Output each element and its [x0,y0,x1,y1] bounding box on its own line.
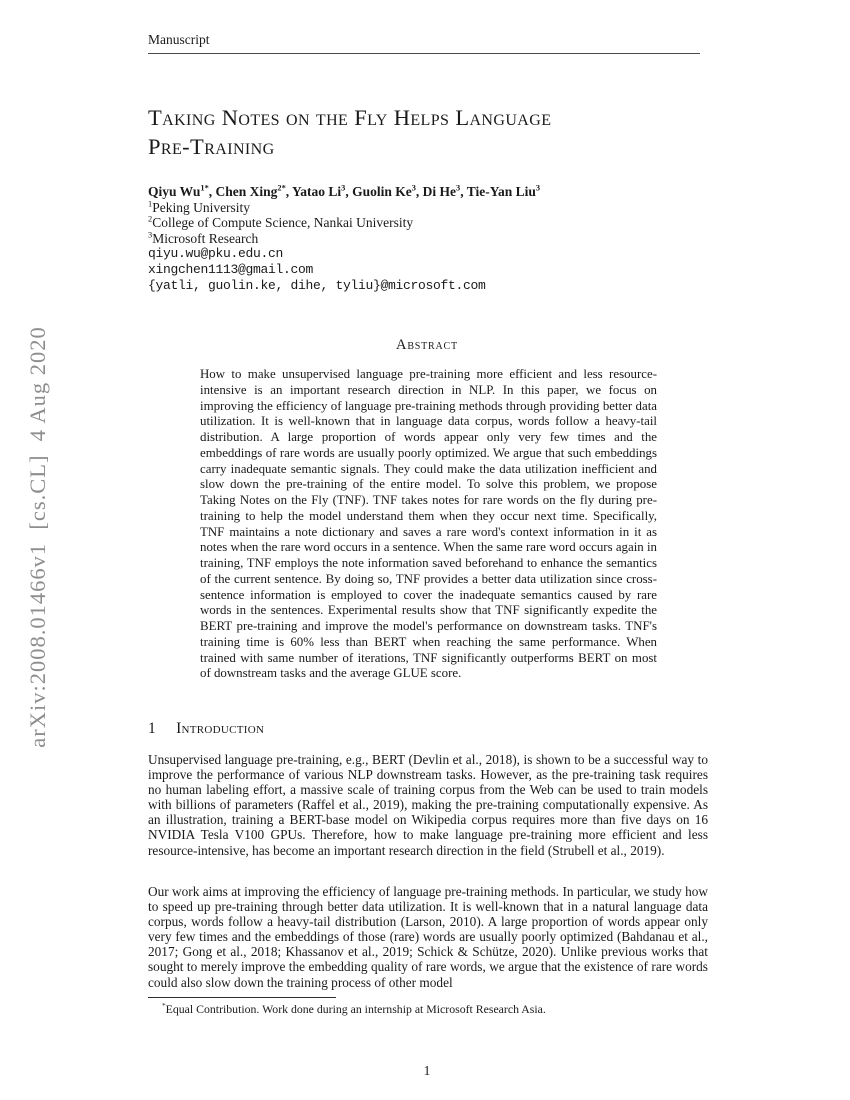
affiliation-marker: 1 [148,199,153,209]
author [216,184,293,199]
intro-paragraph-2: Our work aims at improving the efficiency of language pre-training methods. In particular, we study how to speed up pre-training through better data utilization. It is well-known that in a natural language data corpus, words follow a heavy-tail distribution (Larson, 2010). A large proportion of words appear only very few times and the embeddings of those (rare) words are usually poorly optimized (Bahdanau et al., 2017; Gong et al., 2018; Khassanov et al., 2019; Schick & Schütze, 2020). Unlike previous works that sought to merely improve the embedding quality of rare words, we argue that the existence of rare words could also slow down the training process of other model [148,884,708,990]
footnote-rule [148,997,336,998]
email-address: xingchen1113@gmail.com [148,262,314,278]
arxiv-watermark: arXiv:2008.01466v1 [cs.CL] 4 Aug 2020 [25,326,50,748]
email-address: {yatli, guolin.ke, dihe, tyliu}@microsoft.com [148,278,486,294]
author-name: Qiyu Wu [148,184,201,199]
paper-title [148,103,718,161]
paper-title-line-2: Pre-Training [148,134,275,159]
page-number: 1 [423,1063,431,1078]
author-separator: , [345,184,353,199]
intro-paragraph-1: Unsupervised language pre-training, e.g., BERT (Devlin et al., 2018), is shown to be a successful way to improve the performance of various NLP downstream tasks. However, as the pre-training task requires no human labeling effort, a massive scale of training corpus from the Web can be used to train models with billions of parameters (Raffel et al., 2019), making the pre-training computationally expensive. As an illustration, training a BERT-base model on Wikipedia corpus requires more than five days on 16 NVIDIA Tesla V100 GPUs. Therefore, how to make language pre-training more efficient and less resource-intensive, has become an important research direction in the field (Strubell et al., 2019). [148,752,708,858]
author [352,184,423,199]
abstract-body: How to make unsupervised language pre-training more efficient and less resource-intensive is an important research direction in NLP. In this paper, we focus on improving the efficiency of language pre-training methods through providing better data utilization. It is well-known that in language data corpus, words follow a heavy-tail distribution. A large proportion of words appear only very few times and the embeddings of rare words are usually poorly optimized. We argue that such embeddings carry inadequate semantic signals. They could make the data utilization inefficient and slow down the pre-training of the entire model. To solve this problem, we propose Taking Notes on the Fly (TNF). TNF takes notes for rare words on the fly during pre-training to help the model understand them when they occur next time. Specifically, TNF maintains a note dictionary and saves a rare word's context information in it as notes when the rare word occurs in a sentence. When the same rare word occurs again in training, TNF employs the note information saved beforehand to enhance the semantics of the current sentence. By doing so, TNF provides a better data utilization since cross-sentence information is employed to cover the inadequate semantics caused by rare words in the sentences. Experimental results show that TNF significantly expedite the BERT pre-training and improve the model's performance on downstream tasks. TNF's training time is 60% less than BERT when reaching the same performance. When trained with same number of iterations, TNF significantly outperforms BERT on most of downstream tasks and the average GLUE score. [200,367,657,681]
author-name: Guolin Ke [352,184,412,199]
author-affiliation-marker: 3 [341,183,346,193]
affiliation-name: Peking University [152,199,251,215]
author-affiliation-marker: 3 [411,183,416,193]
author-separator: , [415,184,423,199]
affiliation-marker: 3 [148,230,153,240]
author-affiliation-marker: 3 [535,183,541,193]
author-name: Di He [422,184,457,199]
affiliation-line [148,200,708,216]
section-heading-introduction [148,720,264,738]
author [292,184,352,199]
author-affiliation-marker: 1* [200,183,209,193]
email-address: qiyu.wu@pku.edu.cn [148,246,284,262]
affiliation-name: College of Compute Science, Nankai University [152,215,414,231]
author [467,184,540,199]
author-affiliation-marker: 3 [456,183,461,193]
affiliation-marker: 2 [148,214,153,224]
author-name: Chen Xing [215,184,278,199]
author-names-line [148,184,708,200]
section-number: 1 [148,720,157,737]
authors-block [148,184,708,294]
footnote-body: Equal Contribution. Work done during an internship at Microsoft Research Asia. [165,1002,546,1016]
affiliation-name: Microsoft Research [152,230,259,246]
running-header-label: Manuscript [148,32,210,47]
running-header [148,32,700,54]
author-name: Tie-Yan Liu [466,184,536,199]
footnote-text [148,1002,708,1016]
paper-title-line-1: Taking Notes on the Fly Helps Language [148,105,552,130]
author-separator: , [208,184,216,199]
author [423,184,467,199]
abstract-heading: Abstract [396,337,458,353]
author-separator: , [285,184,293,199]
footnote-marker: * [162,1001,166,1011]
author-name: Yatao Li [292,184,342,199]
emails-block [148,246,708,294]
section-title: Introduction [176,720,265,737]
author-separator: , [460,184,467,199]
author-affiliation-marker: 2* [277,183,286,193]
affiliation-line [148,231,708,247]
affiliation-line [148,215,708,231]
author [148,184,216,199]
footnote [148,997,708,1016]
